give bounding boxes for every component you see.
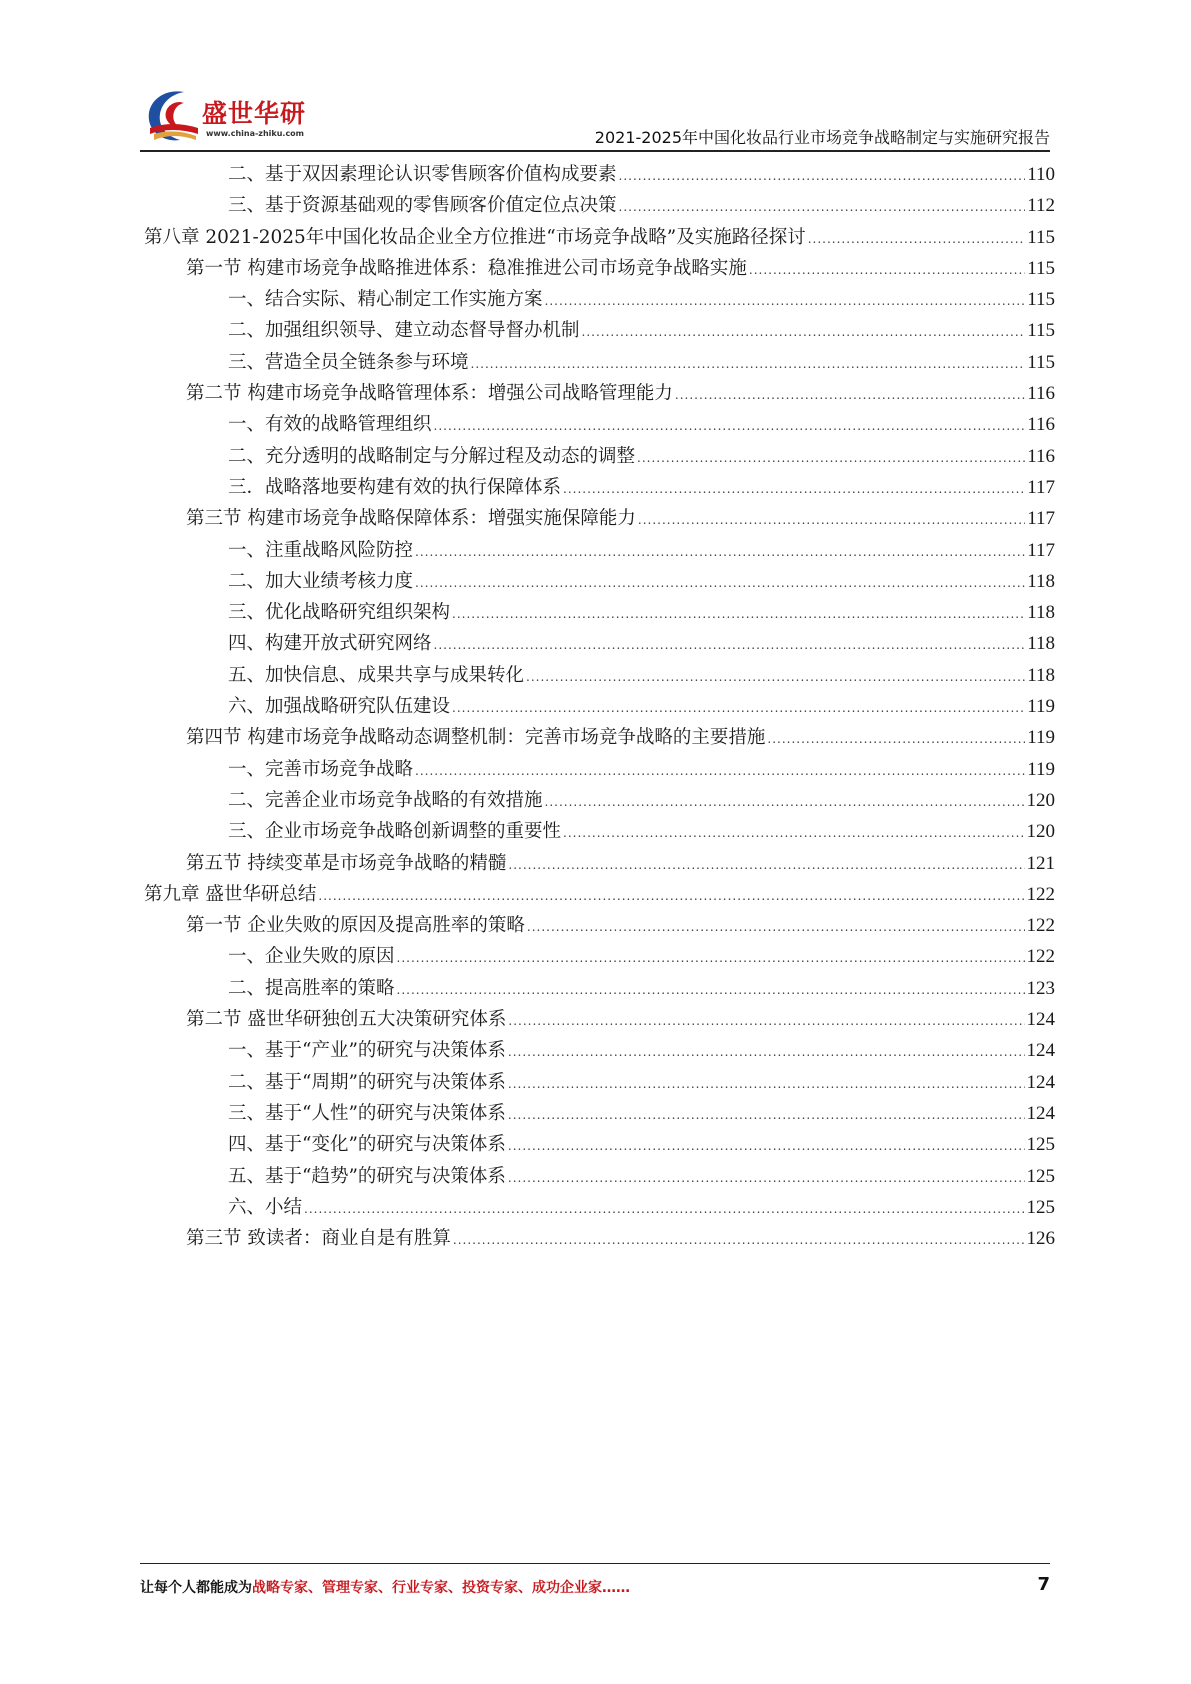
footer-slogan-highlight: 战略专家、管理专家、行业专家、投资专家、成功企业家 <box>252 1580 602 1596</box>
toc-entry[interactable] <box>144 879 1055 910</box>
toc-leader-dots <box>304 1194 1024 1223</box>
toc-leader-dots <box>452 599 1025 628</box>
toc-leader-dots <box>508 1100 1025 1129</box>
toc-entry-title: 二、加强组织领导、建立动态督导督办机制 <box>228 320 580 342</box>
toc-entry-title: 三、基于“人性”的研究与决策体系 <box>228 1102 506 1124</box>
toc-entry[interactable] <box>144 1223 1055 1254</box>
logo-mark-icon <box>140 84 204 146</box>
toc-entry-title: 第三节 构建市场竞争战略保障体系：增强实施保障能力 <box>186 508 636 530</box>
toc-entry-title: 一、注重战略风险防控 <box>228 539 414 561</box>
toc-entry-page: 124 <box>1026 1102 1055 1124</box>
toc-leader-dots <box>563 818 1024 847</box>
toc-leader-dots <box>808 224 1025 253</box>
toc-entry-title: 二、充分透明的战略制定与分解过程及动态的调整 <box>228 445 636 467</box>
toc-entry-page: 115 <box>1027 351 1055 373</box>
toc-entry[interactable] <box>144 722 1055 753</box>
toc-entry[interactable] <box>144 848 1055 879</box>
toc-entry-page: 115 <box>1027 226 1055 248</box>
toc-entry-page: 118 <box>1027 602 1055 624</box>
toc-entry-title: 第八章 2021-2025年中国化妆品企业全方位推进“市场竞争战略”及实施路径探讨 <box>144 226 806 248</box>
toc-entry-title: 第四节 构建市场竞争战略动态调整机制：完善市场竞争战略的主要措施 <box>186 727 766 749</box>
logo-text: 盛世华研 <box>202 99 307 128</box>
toc-entry[interactable] <box>144 973 1055 1004</box>
toc-entry-page: 117 <box>1027 508 1055 530</box>
toc-entry[interactable] <box>144 222 1055 253</box>
toc-leader-dots <box>434 630 1026 659</box>
toc-leader-dots <box>453 1225 1025 1254</box>
toc-entry-title: 二、提高胜率的策略 <box>228 977 395 999</box>
toc-leader-dots <box>508 1131 1025 1160</box>
toc-entry[interactable] <box>144 910 1055 941</box>
toc-entry[interactable] <box>144 253 1055 284</box>
toc-entry[interactable] <box>144 1035 1055 1066</box>
company-logo <box>140 84 340 146</box>
toc-entry[interactable] <box>144 535 1055 566</box>
toc-entry-page: 120 <box>1026 821 1055 843</box>
toc-entry-title: 五、加快信息、成果共享与成果转化 <box>228 664 525 686</box>
toc-entry-page: 124 <box>1026 1009 1055 1031</box>
page-header <box>140 80 1050 150</box>
toc-entry[interactable] <box>144 754 1055 785</box>
toc-leader-dots <box>619 161 1026 190</box>
toc-entry[interactable] <box>144 941 1055 972</box>
toc-entry-title: 五、基于“趋势”的研究与决策体系 <box>228 1165 506 1187</box>
page-number: 7 <box>1037 1574 1050 1595</box>
toc-leader-dots <box>452 693 1025 722</box>
footer-slogan-prefix: 让每个人都能成为 <box>140 1580 252 1596</box>
toc-entry[interactable] <box>144 1067 1055 1098</box>
toc-entry-page: 122 <box>1026 883 1055 905</box>
toc-entry-title: 一、完善市场竞争战略 <box>228 758 414 780</box>
toc-entry-title: 六、小结 <box>228 1196 303 1218</box>
toc-entry-page: 115 <box>1027 289 1055 311</box>
toc-leader-dots <box>638 505 1025 534</box>
toc-entry-title: 二、基于“周期”的研究与决策体系 <box>228 1071 506 1093</box>
report-title: 2021-2025年中国化妆品行业市场竞争战略制定与实施研究报告 <box>594 128 1050 147</box>
toc-entry-title: 二、加大业绩考核力度 <box>228 570 414 592</box>
toc-leader-dots <box>619 192 1026 221</box>
toc-entry-page: 116 <box>1027 445 1055 467</box>
toc-entry[interactable] <box>144 691 1055 722</box>
logo-url: www.china-zhiku.com <box>206 129 305 138</box>
toc-entry[interactable] <box>144 597 1055 628</box>
toc-entry-title: 二、基于双因素理论认识零售顾客价值构成要素 <box>228 164 617 185</box>
toc-entry-page: 115 <box>1027 320 1055 342</box>
toc-entry[interactable] <box>144 628 1055 659</box>
toc-entry[interactable] <box>144 409 1055 440</box>
toc-leader-dots <box>397 943 1025 972</box>
toc-entry-title: 三．战略落地要构建有效的执行保障体系 <box>228 476 562 498</box>
toc-entry-title: 第九章 盛世华研总结 <box>144 883 317 905</box>
toc-entry[interactable] <box>144 472 1055 503</box>
toc-entry-title: 第二节 构建市场竞争战略管理体系：增强公司战略管理能力 <box>186 383 673 405</box>
toc-leader-dots <box>397 975 1025 1004</box>
toc-entry-page: 110 <box>1027 164 1055 185</box>
toc-entry[interactable] <box>144 378 1055 409</box>
toc-entry[interactable] <box>144 1192 1055 1223</box>
toc-entry-title: 四、基于“变化”的研究与决策体系 <box>228 1134 506 1156</box>
toc-entry[interactable] <box>144 347 1055 378</box>
toc-entry[interactable] <box>144 1161 1055 1192</box>
toc-entry-page: 125 <box>1026 1196 1055 1218</box>
toc-entry-page: 116 <box>1027 414 1055 436</box>
toc-leader-dots <box>526 662 1025 691</box>
toc-entry-title: 三、营造全员全链条参与环境 <box>228 351 469 373</box>
toc-entry[interactable] <box>144 660 1055 691</box>
toc-entry[interactable] <box>144 1004 1055 1035</box>
toc-entry-page: 124 <box>1026 1040 1055 1062</box>
toc-leader-dots <box>415 568 1025 597</box>
toc-entry-title: 六、加强战略研究队伍建设 <box>228 696 451 718</box>
toc-leader-dots <box>508 850 1024 879</box>
toc-entry-page: 119 <box>1027 696 1055 718</box>
toc-entry-page: 126 <box>1026 1228 1055 1250</box>
toc-leader-dots <box>527 912 1025 941</box>
toc-entry-title: 第二节 盛世华研独创五大决策研究体系 <box>186 1009 507 1031</box>
toc-leader-dots <box>318 881 1024 910</box>
toc-leader-dots <box>508 1037 1025 1066</box>
toc-entry[interactable] <box>144 441 1055 472</box>
toc-leader-dots <box>563 474 1025 503</box>
toc-entry-page: 122 <box>1026 946 1055 968</box>
toc-entry-page: 125 <box>1026 1165 1055 1187</box>
toc-entry-page: 121 <box>1026 852 1055 874</box>
toc-leader-dots <box>675 380 1025 409</box>
toc-leader-dots <box>508 1069 1025 1098</box>
toc-leader-dots <box>749 255 1025 284</box>
footer-slogan-suffix: …… <box>602 1580 630 1596</box>
toc-entry[interactable] <box>144 566 1055 597</box>
toc-entry-title: 第一节 构建市场竞争战略推进体系：稳准推进公司市场竞争战略实施 <box>186 257 747 279</box>
toc-leader-dots <box>508 1006 1024 1035</box>
toc-entry-title: 第五节 持续变革是市场竞争战略的精髓 <box>186 852 507 874</box>
toc-entry-page: 120 <box>1026 789 1055 811</box>
toc-entry-page: 123 <box>1026 977 1055 999</box>
toc-entry-title: 四、构建开放式研究网络 <box>228 633 432 655</box>
toc-entry-page: 119 <box>1027 758 1055 780</box>
toc-leader-dots <box>415 537 1025 566</box>
toc-entry-title: 三、基于资源基础观的零售顾客价值定位点决策 <box>228 195 617 217</box>
toc-leader-dots <box>545 286 1026 315</box>
toc-entry[interactable] <box>144 503 1055 534</box>
toc-entry-title: 三、企业市场竞争战略创新调整的重要性 <box>228 821 562 843</box>
toc-entry-page: 112 <box>1027 195 1055 217</box>
toc-entry[interactable] <box>144 284 1055 315</box>
toc-entry-title: 二、完善企业市场竞争战略的有效措施 <box>228 789 543 811</box>
toc-entry-title: 第三节 致读者：商业自是有胜算 <box>186 1228 451 1250</box>
toc-entry[interactable] <box>144 1098 1055 1129</box>
toc-entry-page: 125 <box>1026 1134 1055 1156</box>
toc-entry[interactable] <box>144 816 1055 847</box>
toc-leader-dots <box>415 756 1025 785</box>
toc-leader-dots <box>767 724 1025 753</box>
toc-entry[interactable] <box>144 190 1055 221</box>
toc-leader-dots <box>508 1163 1025 1192</box>
toc-leader-dots <box>637 443 1025 472</box>
toc-entry-title: 第一节 企业失败的原因及提高胜率的策略 <box>186 915 525 937</box>
toc-entry[interactable] <box>144 1129 1055 1160</box>
toc-entry-title: 一、基于“产业”的研究与决策体系 <box>228 1040 506 1062</box>
toc-entry[interactable] <box>144 315 1055 346</box>
toc-entry-title: 一、企业失败的原因 <box>228 946 395 968</box>
toc-entry-page: 115 <box>1027 257 1055 279</box>
toc-entry-title: 一、结合实际、精心制定工作实施方案 <box>228 289 543 311</box>
toc-entry-title: 一、有效的战略管理组织 <box>228 414 432 436</box>
toc-entry-page: 124 <box>1026 1071 1055 1093</box>
toc-leader-dots <box>471 349 1026 378</box>
toc-entry-title: 三、优化战略研究组织架构 <box>228 602 451 624</box>
toc-leader-dots <box>582 317 1026 346</box>
footer-slogan <box>140 1577 630 1597</box>
toc-entry-page: 117 <box>1027 476 1055 498</box>
toc-entry-page: 119 <box>1027 727 1055 749</box>
header-divider <box>140 150 1050 152</box>
toc-entry-page: 122 <box>1026 915 1055 937</box>
toc-entry-page: 117 <box>1027 539 1055 561</box>
toc-leader-dots <box>545 787 1025 816</box>
toc-entry[interactable] <box>144 159 1055 190</box>
toc-entry-page: 118 <box>1027 664 1055 686</box>
toc-entry-page: 116 <box>1027 383 1055 405</box>
toc-entry[interactable] <box>144 785 1055 816</box>
footer-divider <box>140 1563 1050 1564</box>
table-of-contents <box>144 159 1055 1254</box>
toc-entry-page: 118 <box>1027 570 1055 592</box>
toc-leader-dots <box>434 411 1026 440</box>
toc-entry-page: 118 <box>1027 633 1055 655</box>
